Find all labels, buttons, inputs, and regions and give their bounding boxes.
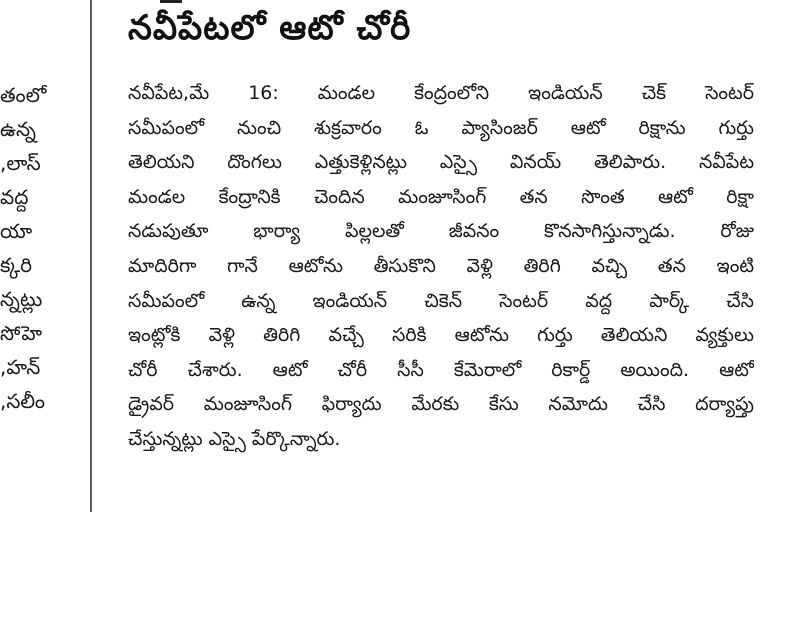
article-line-3: తెలియని దొంగలు ఎత్తుకెళ్లినట్లు ఎస్సై వినయ్ తెలిపారు. నవీపేట xyxy=(128,151,754,174)
article-line-4: మండల కేంద్రానికి చెందిన మంజూసింగ్ తన సొంత ఆటో రిక్షా xyxy=(128,185,754,208)
article-line-8: ఇంట్లోకి వెళ్లి తిరిగి వచ్చే సరికి ఆటోను గుర్తు తెలియని వ్యక్తులు xyxy=(128,324,754,347)
article-line-6: మాదిరిగా గానే ఆటోను తీసుకొని వెళ్లి తిరిగి వచ్చి తన ఇంటి xyxy=(128,254,754,277)
adjacent-line-9: హన్, xyxy=(0,355,41,379)
cropped-text-mark xyxy=(160,0,182,3)
column-divider xyxy=(90,0,92,512)
article-line-9: చోరీ చేశారు. ఆటో చోరీ సీసీ కేమెరాలో రికార్డ్ అయింది. ఆటో xyxy=(128,358,754,381)
article-line-7: సమీపంలో ఉన్న ఇండియన్ చికెన్ సెంటర్ వద్ద పార్క్ చేసి xyxy=(128,289,754,312)
adjacent-line-10: సలీం, xyxy=(0,389,46,413)
adjacent-line-3: లాస్, xyxy=(0,151,41,175)
article-body xyxy=(128,76,754,457)
adjacent-line-4: వద్ద xyxy=(0,185,29,209)
adjacent-line-7: న్నట్లు xyxy=(0,287,43,311)
article-line-2: సమీపంలో నుంచి శుక్రవారం ఓ ప్యాసింజర్ ఆటో రిక్షాను గుర్తు xyxy=(128,116,754,139)
article-headline: నవీపేటలో ఆటో చోరీ xyxy=(128,8,412,48)
article-line-5: నడుపుతూ భార్యా పిల్లలతో జీవనం కొనసాగిస్తున్నాడు. రోజు xyxy=(128,220,754,243)
adjacent-line-5: యా xyxy=(0,219,33,243)
adjacent-line-6: క్కరి xyxy=(0,253,32,277)
adjacent-article-column xyxy=(0,78,84,418)
article-line-1: నవీపేట,మే 16: మండల కేంద్రంలోని ఇండియన్ చెక్ సెంటర్ xyxy=(128,82,754,104)
adjacent-line-1: తంలో xyxy=(0,83,47,107)
article-line-11: చేస్తున్నట్లు ఎస్సై పేర్కొన్నారు. xyxy=(128,427,341,450)
article-line-10: డ్రైవర్ మంజూసింగ్ ఫిర్యాదు మేరకు కేసు నమోదు చేసి దర్యాప్తు xyxy=(128,393,754,416)
adjacent-line-8: సోహె xyxy=(0,321,43,345)
adjacent-line-2: ఉన్న xyxy=(0,117,36,141)
